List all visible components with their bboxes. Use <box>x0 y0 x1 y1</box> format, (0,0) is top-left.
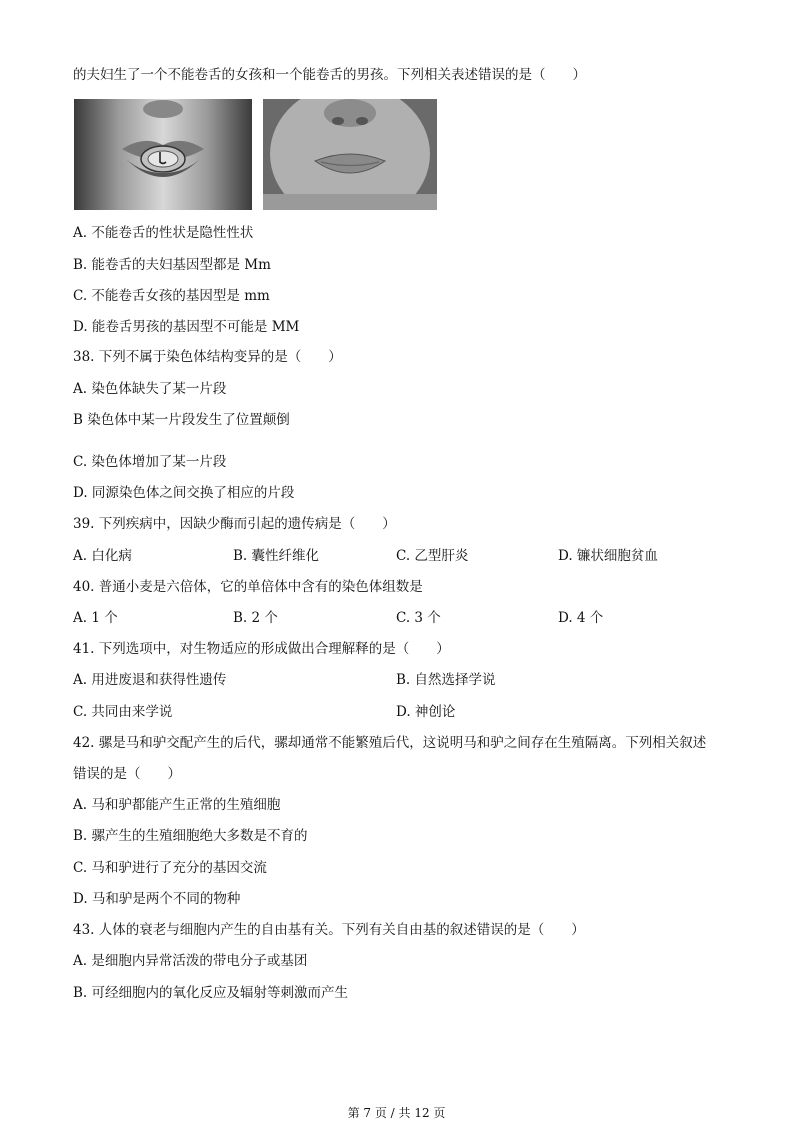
q40-option-a: A. 1 个 <box>73 610 118 626</box>
page-footer: 第 7 页 / 共 12 页 <box>347 1106 446 1120</box>
question-43-stem: 43. 人体的衰老与细胞内产生的自由基有关。下列有关自由基的叙述错误的是（ ） <box>73 922 585 938</box>
q40-option-d: D. 4 个 <box>558 610 604 626</box>
tongue-rolling-illustration <box>74 99 252 210</box>
question-42-stem-line-2: 错误的是（ ） <box>73 766 181 782</box>
q38-option-c: C. 染色体增加了某一片段 <box>73 454 227 470</box>
q43-option-a: A. 是细胞内异常活泼的带电分子或基团 <box>73 953 308 969</box>
q37-option-a: A. 不能卷舌的性状是隐性性状 <box>73 225 254 241</box>
q41-option-c: C. 共同由来学说 <box>73 704 173 720</box>
q39-option-a: A. 白化病 <box>73 548 132 564</box>
question-39-stem: 39. 下列疾病中，因缺少酶而引起的遗传病是（ ） <box>73 516 396 532</box>
q38-option-d: D. 同源染色体之间交换了相应的片段 <box>73 485 295 501</box>
q39-option-c: C. 乙型肝炎 <box>396 548 469 564</box>
q40-option-c: C. 3 个 <box>396 610 441 626</box>
q42-option-b: B. 骡产生的生殖细胞绝大多数是不育的 <box>73 828 308 844</box>
q39-option-d: D. 镰状细胞贫血 <box>558 548 658 564</box>
question-38-stem: 38. 下列不属于染色体结构变异的是（ ） <box>73 349 342 365</box>
q42-option-d: D. 马和驴是两个不同的物种 <box>73 891 241 907</box>
q42-option-c: C. 马和驴进行了充分的基因交流 <box>73 860 267 876</box>
non-rolling-tongue-photo <box>263 99 437 210</box>
q41-option-b: B. 自然选择学说 <box>396 672 496 688</box>
q38-option-b: B 染色体中某一片段发生了位置颠倒 <box>73 412 290 428</box>
q37-option-c: C. 不能卷舌女孩的基因型是 mm <box>73 288 270 304</box>
non-rolling-tongue-illustration <box>263 99 437 210</box>
question-40-stem: 40. 普通小麦是六倍体，它的单倍体中含有的染色体组数是 <box>73 579 423 595</box>
q41-option-d: D. 神创论 <box>396 704 456 720</box>
q42-option-a: A. 马和驴都能产生正常的生殖细胞 <box>73 797 281 813</box>
tongue-rolling-photo <box>74 99 252 210</box>
q43-option-b: B. 可经细胞内的氧化反应及辐射等刺激而产生 <box>73 985 349 1001</box>
q39-option-b: B. 囊性纤维化 <box>233 548 320 564</box>
q38-option-a: A. 染色体缺失了某一片段 <box>73 381 227 397</box>
q41-option-a: A. 用进废退和获得性遗传 <box>73 672 227 688</box>
question-42-stem-line-1: 42. 骡是马和驴交配产生的后代，骡却通常不能繁殖后代，这说明马和驴之间存在生殖隔离。下列相关叙述 <box>73 735 707 751</box>
q40-option-b: B. 2 个 <box>233 610 278 626</box>
q37-option-b: B. 能卷舌的夫妇基因型都是 Mm <box>73 257 271 273</box>
question-37-stem-continuation: 的夫妇生了一个不能卷舌的女孩和一个能卷舌的男孩。下列相关表述错误的是（ ） <box>73 67 586 83</box>
question-41-stem: 41. 下列选项中，对生物适应的形成做出合理解释的是（ ） <box>73 641 450 657</box>
q37-option-d: D. 能卷舌男孩的基因型不可能是 MM <box>73 319 300 335</box>
